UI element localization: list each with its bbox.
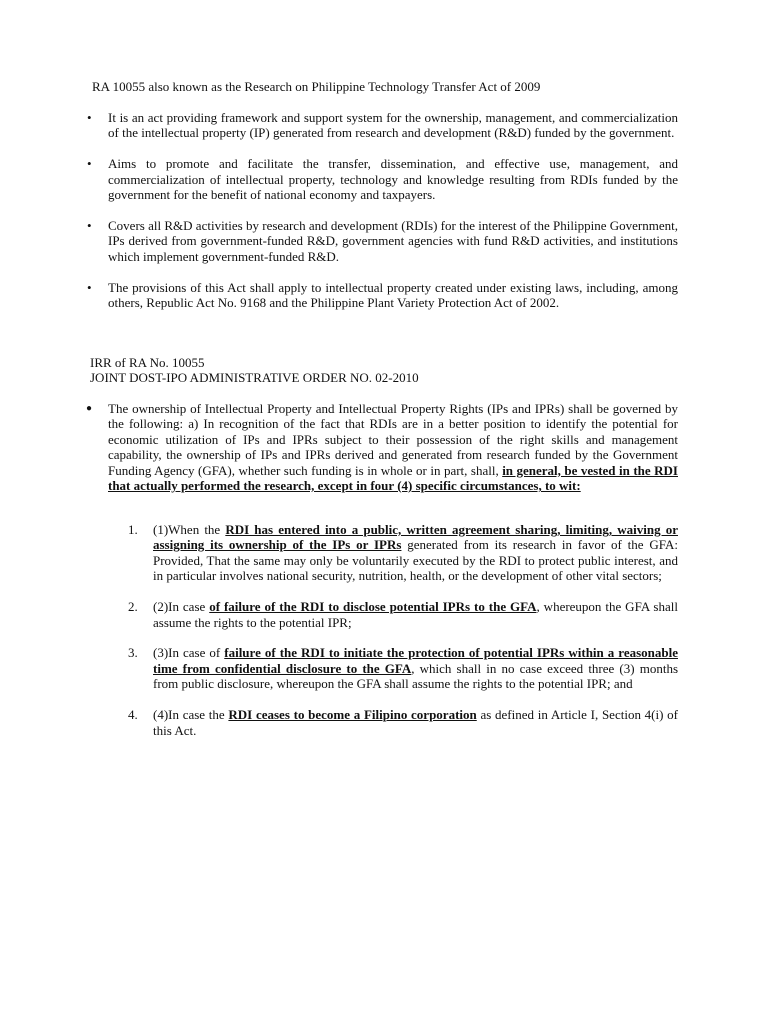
circumstances-list bbox=[128, 522, 678, 753]
item-text-after: as defined in Article I, Section 4(i) of this Act. bbox=[153, 707, 678, 738]
act-summary-list bbox=[86, 110, 678, 326]
circumstance-item bbox=[128, 645, 678, 691]
circumstance-item bbox=[128, 707, 678, 738]
item-text-after: , which shall in no case exceed three (3) months from public disclosure, whereupon the GFA shall assume the rights to the potential IPR; and bbox=[153, 660, 679, 692]
item-number: 2. bbox=[128, 599, 138, 615]
circumstance-item bbox=[128, 599, 678, 630]
item-emphasis: RDI has entered into a public, written agreement sharing, limiting, waiving or assigning its ownership of the IPs or IPRs bbox=[153, 522, 678, 553]
item-text-before: (2)In case bbox=[153, 599, 210, 615]
item-emphasis: RDI ceases to become a Filipino corporation bbox=[228, 707, 477, 723]
bullet-item: • The provisions of this Act shall apply to intellectual property created under existing laws, including, among others, Republic Act No. 9168 and the Philippine Plant Variety Protection Act of 2002. bbox=[86, 280, 678, 311]
item-number: 4. bbox=[128, 707, 138, 723]
ownership-paragraph bbox=[86, 401, 678, 493]
irr-heading bbox=[90, 355, 690, 386]
bullet-item: • It is an act providing framework and support system for the ownership, management, and commercialization of the intellectual property (IP) generated from research and development (R&D) funded by the government. bbox=[86, 110, 678, 141]
item-text-before: (3)In case of bbox=[153, 645, 225, 661]
item-number: 3. bbox=[128, 645, 138, 661]
administrative-order-title: JOINT DOST-IPO ADMINISTRATIVE ORDER NO. 02-2010 bbox=[90, 370, 419, 386]
document-heading: RA 10055 also known as the Research on Philippine Technology Transfer Act of 2009 bbox=[92, 79, 541, 94]
item-emphasis: of failure of the RDI to disclose potential IPRs to the GFA bbox=[209, 599, 537, 615]
item-text-before: (1)When the bbox=[153, 522, 226, 537]
ownership-emphasis: in general, be vested in the RDI that actually performed the research, except in four (4) specific circumstances, to wit: bbox=[108, 462, 678, 494]
item-emphasis: failure of the RDI to initiate the protection of potential IPRs within a reasonable time from confidential disclosure to the GFA bbox=[153, 645, 678, 676]
bullet-item: • Covers all R&D activities by research and development (RDIs) for the interest of the Philippine Government, IPs derived from government-funded R&D, government agencies with fund R&D activities, and institutions which implement government-funded R&D. bbox=[86, 218, 678, 264]
ownership-list bbox=[86, 401, 678, 493]
irr-title: IRR of RA No. 10055 bbox=[90, 355, 205, 370]
item-text-before: (4)In case the bbox=[153, 707, 229, 723]
bullet-item: • Aims to promote and facilitate the transfer, dissemination, and effective use, management, and commercialization of intellectual property, technology and knowledge resulting from RDIs funded by the government for the benefit of national economy and taxpayers. bbox=[86, 156, 678, 202]
item-text-after: , whereupon the GFA shall assume the rights to the potential IPR; bbox=[153, 599, 678, 630]
ownership-text: The ownership of Intellectual Property and Intellectual Property Rights (IPs and IPRs) shall be governed by the following: a) In recognition of the fact that RDIs are in a better position to identify the potential for economic utilization of IPs and IPRs subject to their possession of the right skills and management capability, the ownership of IPs and IPRs derived and generated from research funded by the Government Funding Agency (GFA), whether such funding is in whole or in part, shall, bbox=[108, 401, 678, 478]
item-number: 1. bbox=[128, 522, 138, 537]
item-text-after: generated from its research in favor of the GFA: Provided, That the same may only be voluntarily executed by the RDI to protect public interest, and in particular involves national security, nutrition, health, or the development of other vital sectors; bbox=[153, 537, 678, 584]
circumstance-item bbox=[128, 522, 678, 584]
